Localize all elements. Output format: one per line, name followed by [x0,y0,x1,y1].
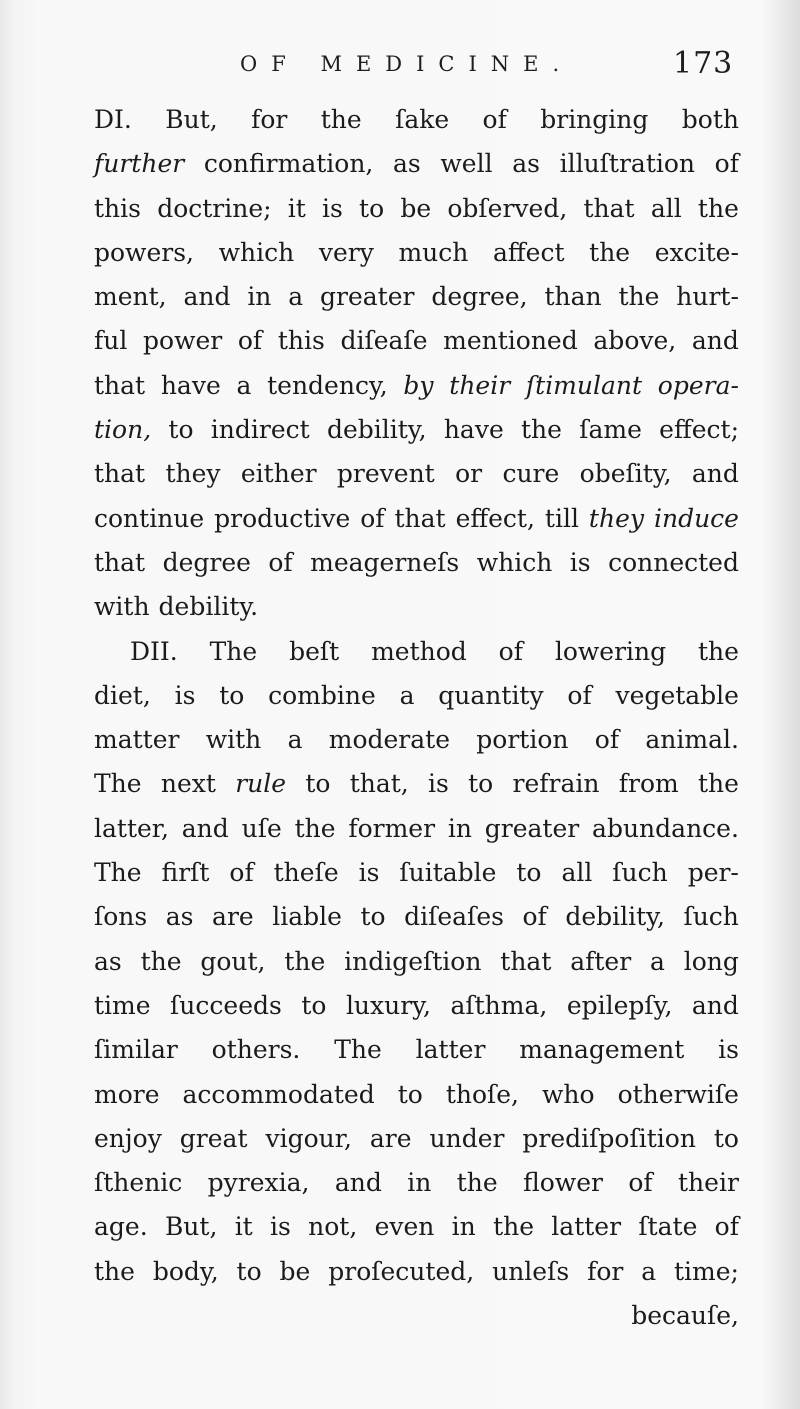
word: firſt [161,858,210,888]
word: The [334,1035,382,1065]
word: ful [94,326,128,356]
word: meagerneſs [310,547,460,577]
word: diſeaſes [404,902,504,932]
word: ſimilar [94,1035,178,1065]
word: the [521,415,562,445]
word: very [318,237,374,267]
word: obeſity, [579,459,672,489]
text-line [94,1073,739,1117]
word: is [322,193,343,223]
word: uſe [241,813,282,843]
word: a [641,1256,657,1286]
word: in [407,1168,432,1198]
word: and [691,459,739,489]
word: accommodated [182,1079,375,1109]
text-line [94,1161,739,1205]
word: be [279,1256,311,1286]
text-line [94,585,739,629]
word: confirmation, [203,149,374,179]
word: The [94,769,142,799]
word: former [348,813,436,843]
word: to [397,1079,423,1109]
word: cure [502,459,560,489]
word: powers, [94,237,194,267]
italic-word: their [449,370,511,400]
word: theſe [273,858,339,888]
text-line [94,1205,739,1249]
word: diet, [94,680,151,710]
word: and [181,813,229,843]
word: to [468,769,494,799]
word: prevent [336,459,435,489]
word: are [369,1123,412,1153]
word: ment, [94,282,167,312]
word: a [236,370,252,400]
text-line [94,187,739,231]
word: be [400,193,432,223]
word: ſucceeds [170,990,282,1020]
word: of [628,1168,653,1198]
word: to [360,902,386,932]
word: the [456,1168,498,1198]
word: bringing [540,105,649,134]
word: connected [608,547,739,577]
word: that, [349,769,409,799]
word: is [428,769,449,799]
word: age. [94,1212,148,1242]
text-line [94,142,739,186]
word: in [247,282,272,312]
word: degree [162,547,251,577]
text-line [94,1117,739,1161]
word: luxury, [345,990,431,1020]
word: degree, [431,282,528,312]
word: and [334,1168,382,1198]
word: DII. [130,636,178,666]
word: the [618,282,660,312]
word: flower [523,1168,603,1198]
word: of [237,326,263,356]
word: body, [152,1256,219,1286]
word: indigeſtion [344,946,482,976]
word: to [516,858,542,888]
word: have [443,415,504,445]
word: than [544,282,602,312]
word: as [94,946,122,976]
word: moderate [328,725,451,755]
text-line [94,940,739,984]
word: in [447,813,472,843]
word: the [94,1256,135,1286]
word: after [570,946,632,976]
word: time [94,990,151,1020]
paragraph [94,98,739,630]
word: combine [268,680,376,710]
word: of [714,1212,739,1242]
word: ſons [94,902,148,932]
word: greater [484,813,580,843]
text-line [94,408,739,452]
word: the [493,1212,535,1242]
word: under [429,1123,505,1153]
word: power [143,326,223,356]
text-line [94,1028,739,1072]
word: and [691,326,739,356]
word: the [294,813,336,843]
word: beſt [289,636,340,666]
word: to [168,415,194,445]
italic-word: ſtimulant [525,370,643,400]
word: method [371,636,467,666]
word: their [678,1168,739,1198]
word: that [94,459,146,489]
word: doctrine; [157,193,272,223]
word: a [650,946,665,976]
word: prediſpoſition [522,1123,696,1153]
word: of [482,105,507,134]
word: latter, [94,813,169,843]
word: next [160,769,216,799]
word: great [179,1123,248,1153]
word: But, [164,1212,218,1242]
word: But, [165,105,218,134]
word: mentioned [443,326,578,356]
word: ſuch [612,858,668,888]
word: greater [320,282,415,312]
word: The [94,858,142,888]
word: that [94,547,146,577]
word: this [94,193,141,223]
word: to [219,680,245,710]
word: both [681,105,739,134]
italic-word: tion, [94,415,152,445]
word: to [713,1123,739,1153]
word: liable [272,902,342,932]
italic-word: induce [653,503,739,533]
word: of [594,725,620,755]
word: that [500,946,552,976]
word: which [218,237,295,267]
word: portion [476,725,569,755]
text-line [94,497,739,541]
page-number: 173 [673,46,734,81]
word: matter [94,725,180,755]
word: excite- [654,237,739,267]
word: ſake [395,105,450,134]
word: for [587,1256,624,1286]
text-line [94,364,739,408]
word: quantity [438,680,544,710]
word: pyrexia, [207,1168,310,1198]
word: refrain [512,769,600,799]
word: illuſtration [559,149,696,179]
word: all [561,858,593,888]
word: which [476,547,553,577]
running-head-title: OF MEDICINE. [240,52,574,76]
word: of [714,149,739,179]
word: a [399,680,415,710]
text-line [94,319,739,363]
word: as [165,902,194,932]
word: diſeaſe [340,326,428,356]
word: the [698,769,739,799]
word: productive [214,503,351,533]
word: long [683,946,739,976]
word: enjoy [94,1123,162,1153]
word: as [512,149,540,179]
text-line [94,762,739,806]
word: for [251,105,288,134]
word: effect, [455,503,535,533]
word: abundance. [592,813,739,843]
word: indirect [210,415,310,445]
word: even [374,1212,435,1242]
word: The [209,636,258,666]
word: DI. [94,105,132,134]
word: is [569,547,591,577]
word: continue [94,503,205,533]
word: ſuitable [399,858,497,888]
word: the [698,636,739,666]
word: debility, [565,902,665,932]
word: the [697,193,739,223]
text-line [94,231,739,275]
word: the [284,946,326,976]
word: of [498,636,523,666]
word: the [589,237,631,267]
text-line [94,275,739,319]
word: much [398,237,469,267]
word: to [305,769,331,799]
running-head [0,44,800,90]
body-text [94,98,739,1338]
word: aſthma, [450,990,548,1020]
word: have [160,370,221,400]
word: time; [674,1256,739,1286]
word: a [287,725,303,755]
word: that [583,193,635,223]
word: it [234,1212,253,1242]
word: management [519,1035,685,1065]
word: with [94,592,150,622]
word: from [618,769,679,799]
word: it [287,193,306,223]
word: in [451,1212,476,1242]
word: lowering [554,636,667,666]
word: epilepſy, [566,990,673,1020]
paragraph [94,630,739,1294]
word: tendency, [267,370,388,400]
word: this [277,326,325,356]
word: the [140,946,182,976]
word: and [691,990,739,1020]
word: a [288,282,304,312]
word: gout, [200,946,266,976]
word: vigour, [265,1123,352,1153]
word: debility, [326,415,427,445]
italic-word: further [94,149,185,179]
text-line [94,98,739,142]
word: with [205,725,262,755]
text-line [94,630,739,674]
word: ſuch [683,902,739,932]
italic-word: they [588,503,644,533]
word: till [544,503,579,533]
word: debility. [158,592,259,622]
word: as [393,149,421,179]
word: is [358,858,380,888]
text-line [94,984,739,1028]
word: ſtate [638,1212,698,1242]
word: obſerved, [447,193,568,223]
italic-word: opera- [657,370,739,400]
text-line [94,895,739,939]
word: above, [593,326,677,356]
word: who [542,1079,595,1109]
word: that [94,370,146,400]
word: all [650,193,682,223]
word: animal. [645,725,739,755]
text-line [94,718,739,762]
word: ſame [579,415,642,445]
word: more [94,1079,160,1109]
word: and [183,282,231,312]
word: either [240,459,317,489]
text-line [94,452,739,496]
word: latter [551,1212,622,1242]
word: hurt- [676,282,739,312]
text-line [94,1250,739,1294]
word: they [165,459,221,489]
italic-word: rule [235,769,287,799]
word: not, [308,1212,358,1242]
word: to [301,990,327,1020]
word: is [174,680,196,710]
word: vegetable [615,680,739,710]
word: is [270,1212,291,1242]
word: is [718,1035,739,1065]
word: that [394,503,446,533]
word: proſecuted, [328,1256,475,1286]
word: latter [415,1035,486,1065]
word: well [440,149,493,179]
word: affect [493,237,565,267]
word: to [236,1256,262,1286]
word: are [212,902,254,932]
text-line [94,851,739,895]
word: of [360,503,385,533]
catchword-line [94,1294,739,1338]
word: to [359,193,385,223]
word: thoſe, [445,1079,520,1109]
word: of [567,680,592,710]
italic-word: by [403,370,434,400]
word: ſthenic [94,1168,183,1198]
word: of [268,547,293,577]
word: the [320,105,362,134]
word: per- [687,858,739,888]
text-line [94,674,739,718]
text-line [94,541,739,585]
word: of [522,902,547,932]
text-line [94,807,739,851]
word: or [455,459,483,489]
word: others. [211,1035,301,1065]
word: otherwiſe [617,1079,739,1109]
word: unleſs [492,1256,570,1286]
word: of [229,858,254,888]
word: effect; [659,415,739,445]
catchword: becauſe, [631,1301,739,1331]
